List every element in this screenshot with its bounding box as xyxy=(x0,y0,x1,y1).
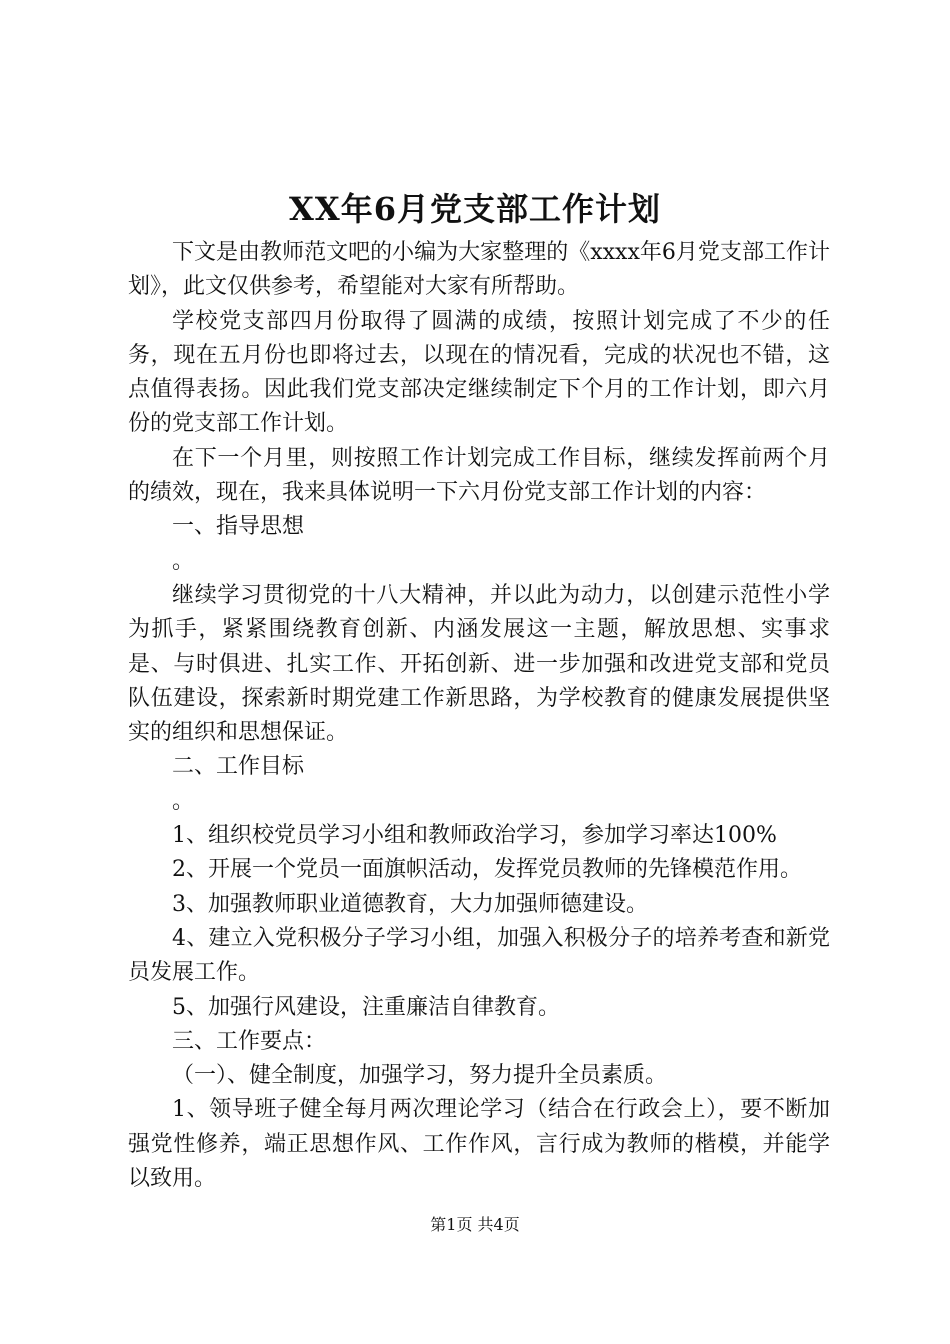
document-title: XX年6月党支部工作计划 xyxy=(289,190,661,228)
section-heading-work-points: 三、工作要点： xyxy=(172,1028,327,1054)
goal-item: 2、开展一个党员一面旗帜活动，发挥党员教师的先锋模范作用。 xyxy=(172,857,802,883)
document-body xyxy=(128,236,830,1196)
punctuation-line: 。 xyxy=(172,788,195,814)
goal-item: 4、建立入党积极分子学习小组，加强入积极分子的培养考查和新党员发展工作。 xyxy=(128,925,830,986)
goal-item: 3、加强教师职业道德教育，大力加强师德建设。 xyxy=(172,891,648,917)
guiding-thought-paragraph: 继续学习贯彻党的十八大精神，并以此为动力，以创建示范性小学为抓手，紧紧围绕教育创新、内涵发展这一主题，解放思想、实事求是、与时俱进、扎实工作、开拓创新、进一步加强和改进党支部和党员队伍建设，探索新时期党建工作新思路，为学校教育的健康发展提供坚实的组织和思想保证。 xyxy=(128,582,830,746)
page-footer: 第1页 共4页 xyxy=(430,1215,520,1234)
punctuation-line: 。 xyxy=(172,548,195,574)
subsection-heading: （一）、健全制度，加强学习，努力提升全员素质。 xyxy=(172,1063,668,1089)
background-paragraph: 学校党支部四月份取得了圆满的成绩，按照计划完成了不少的任务，现在五月份也即将过去，以现在的情况看，完成的状况也不错，这点值得表扬。因此我们党支部决定继续制定下个月的工作计划，即六月份的党支部工作计划。 xyxy=(128,308,830,437)
goal-item: 1、组织校党员学习小组和教师政治学习，参加学习率达100% xyxy=(172,823,777,849)
section-heading-work-goals: 二、工作目标 xyxy=(172,754,305,780)
section-heading-guiding-thought: 一、指导思想 xyxy=(172,514,305,540)
intro-paragraph: 下文是由教师范文吧的小编为大家整理的《xxxx年6月党支部工作计划》，此文仅供参考，希望能对大家有所帮助。 xyxy=(128,240,830,300)
overview-paragraph: 在下一个月里，则按照工作计划完成工作目标，继续发挥前两个月的绩效，现在，我来具体说明一下六月份党支部工作计划的内容： xyxy=(128,445,830,506)
work-point-item: 1、领导班子健全每月两次理论学习（结合在行政会上），要不断加强党性修养，端正思想作风、工作作风，言行成为教师的楷模，并能学以致用。 xyxy=(128,1097,830,1192)
goal-item: 5、加强行风建设，注重廉洁自律教育。 xyxy=(172,994,560,1020)
